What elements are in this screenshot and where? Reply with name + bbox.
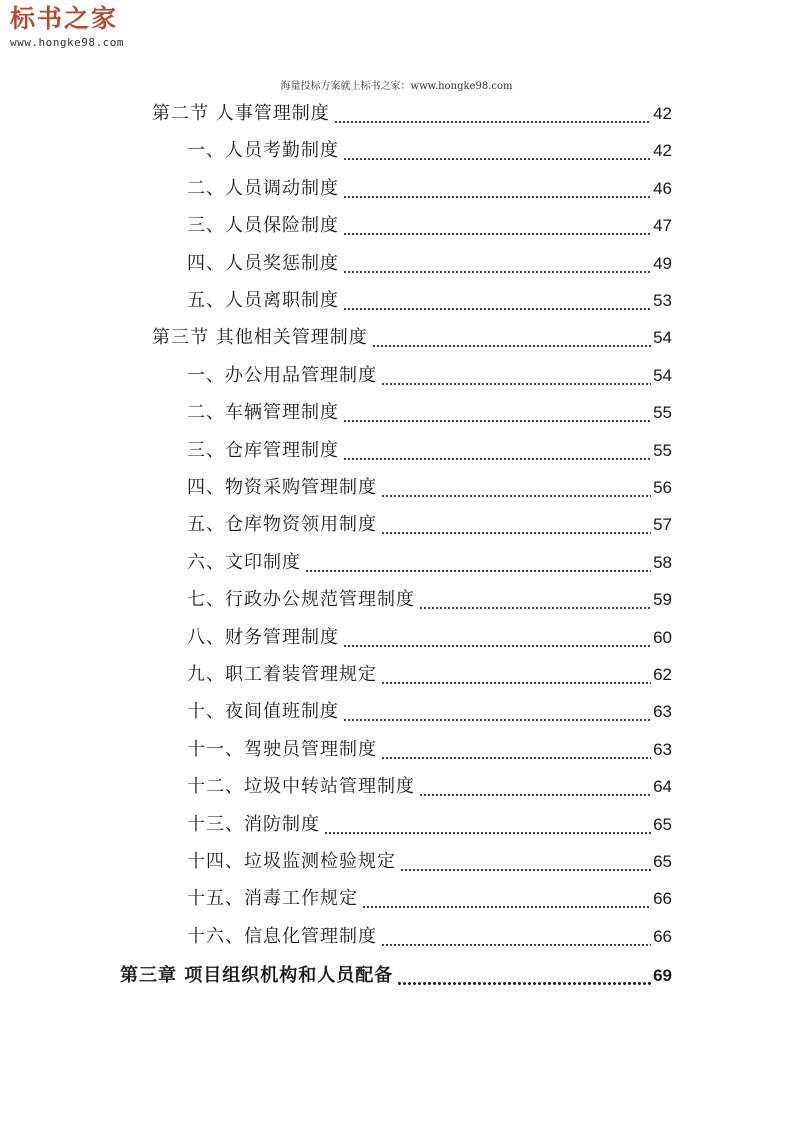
toc-entry[interactable] (187, 474, 672, 502)
toc-entry[interactable] (187, 923, 672, 951)
toc-entry-page-number: 64 (653, 777, 672, 797)
toc-entry[interactable] (187, 212, 672, 240)
toc-entry[interactable] (187, 399, 672, 427)
toc-entry-label: 三、人员保险制度 (187, 215, 339, 237)
toc-entry-label: 五、人员离职制度 (187, 290, 339, 311)
toc-entry-label: 十五、消毒工作规定 (187, 888, 358, 910)
toc-entry[interactable] (187, 250, 672, 278)
toc-dot-leader (343, 212, 651, 240)
toc-entry-label: 一、办公用品管理制度 (187, 364, 377, 386)
toc-entry-label: 第二节 人事管理制度 (152, 103, 330, 124)
toc-entry-page-number: 47 (653, 216, 672, 236)
toc-dot-leader (419, 773, 651, 801)
toc-dot-leader (334, 100, 651, 128)
toc-dot-leader (397, 962, 651, 990)
toc-entry-label: 六、文印制度 (187, 551, 301, 573)
site-logo (10, 4, 124, 49)
toc-dot-leader (343, 250, 651, 278)
toc-entry[interactable] (187, 624, 672, 652)
toc-entry-page-number: 54 (653, 365, 672, 385)
toc-entry-page-number: 65 (653, 852, 672, 871)
toc-dot-leader (372, 324, 651, 352)
toc-entry-page-number: 66 (653, 926, 672, 946)
toc-entry-page-number: 66 (653, 889, 672, 909)
toc-entry[interactable] (187, 549, 672, 577)
toc-entry-label: 二、车辆管理制度 (187, 402, 339, 424)
toc-entry-page-number: 62 (653, 665, 672, 684)
toc-dot-leader (381, 474, 651, 502)
toc-entry[interactable] (187, 885, 672, 913)
toc-entry-label: 三、仓库管理制度 (187, 439, 339, 461)
toc-entry-page-number: 55 (653, 403, 672, 423)
toc-dot-leader (381, 736, 651, 764)
toc-dot-leader (381, 923, 651, 951)
toc-entry-label: 四、人员奖惩制度 (187, 252, 339, 274)
toc-entry[interactable] (187, 661, 672, 689)
toc-entry-label: 九、职工着装管理规定 (187, 664, 377, 685)
toc-entry-page-number: 55 (653, 440, 672, 460)
toc-entry-label: 二、人员调动制度 (187, 177, 339, 199)
toc-dot-leader (381, 661, 651, 689)
toc-entry[interactable] (152, 100, 672, 128)
toc-entry-page-number: 63 (653, 702, 672, 722)
toc-entry[interactable] (120, 962, 672, 990)
toc-entry-label: 十二、垃圾中转站管理制度 (187, 776, 415, 798)
toc-entry-page-number: 57 (653, 515, 672, 535)
toc-entry-label: 八、财务管理制度 (187, 626, 339, 648)
toc-entry-label: 第三节 其他相关管理制度 (152, 327, 368, 349)
toc-dot-leader (343, 175, 651, 203)
toc-entry-page-number: 63 (653, 739, 672, 759)
toc-entry-label: 第三章 项目组织机构和人员配备 (120, 965, 394, 987)
toc-entry[interactable] (187, 698, 672, 726)
toc-dot-leader (343, 137, 651, 165)
toc-entry[interactable] (187, 811, 672, 839)
toc-dot-leader (305, 549, 651, 577)
toc-entry[interactable] (187, 586, 672, 614)
toc-entry-page-number: 54 (653, 328, 672, 348)
toc-entry-page-number: 53 (653, 291, 672, 310)
toc-entry-label: 四、物资采购管理制度 (187, 477, 377, 498)
page-header: 海量投标方案就上标书之家：www.hongke98.com (280, 81, 513, 92)
toc-dot-leader (400, 848, 651, 876)
toc-entry-label: 十六、信息化管理制度 (187, 925, 377, 947)
toc-entry-label: 七、行政办公规范管理制度 (187, 589, 415, 611)
toc-entry[interactable] (187, 137, 672, 165)
toc-entry-page-number: 59 (653, 590, 672, 610)
toc-entry[interactable] (187, 287, 672, 315)
toc-entry-page-number: 65 (653, 814, 672, 834)
toc-dot-leader (343, 437, 651, 465)
toc-entry-page-number: 56 (653, 478, 672, 497)
toc-entry-page-number: 69 (653, 966, 672, 986)
toc-entry-page-number: 60 (653, 627, 672, 647)
toc-dot-leader (324, 811, 651, 839)
toc-dot-leader (381, 511, 651, 539)
toc-entry[interactable] (187, 175, 672, 203)
toc-entry-page-number: 42 (653, 104, 672, 123)
toc-entry-page-number: 42 (653, 141, 672, 161)
toc-entry-label: 十四、垃圾监测检验规定 (187, 851, 396, 872)
toc-dot-leader (362, 885, 651, 913)
toc-entry[interactable] (187, 736, 672, 764)
toc-entry-label: 十三、消防制度 (187, 813, 320, 835)
toc-dot-leader (343, 624, 651, 652)
toc-entry-label: 十、夜间值班制度 (187, 701, 339, 723)
toc-entry-label: 十一、驾驶员管理制度 (187, 738, 377, 760)
logo-url: www.hongke98.com (10, 36, 124, 49)
toc-entry[interactable] (187, 511, 672, 539)
toc-entry-page-number: 58 (653, 552, 672, 572)
toc-dot-leader (343, 287, 651, 315)
toc-entry[interactable] (187, 362, 672, 390)
toc-entry[interactable] (187, 848, 672, 876)
toc-entry-label: 五、仓库物资领用制度 (187, 514, 377, 536)
toc-entry-page-number: 49 (653, 253, 672, 273)
toc-entry[interactable] (152, 324, 672, 352)
toc-dot-leader (381, 362, 651, 390)
toc-dot-leader (343, 698, 651, 726)
toc-dot-leader (343, 399, 651, 427)
logo-title: 标书之家 (10, 4, 119, 33)
toc-entry-label: 一、人员考勤制度 (187, 140, 339, 162)
toc-entry[interactable] (187, 773, 672, 801)
toc-entry-page-number: 46 (653, 178, 672, 198)
toc-dot-leader (419, 586, 651, 614)
toc-entry[interactable] (187, 437, 672, 465)
